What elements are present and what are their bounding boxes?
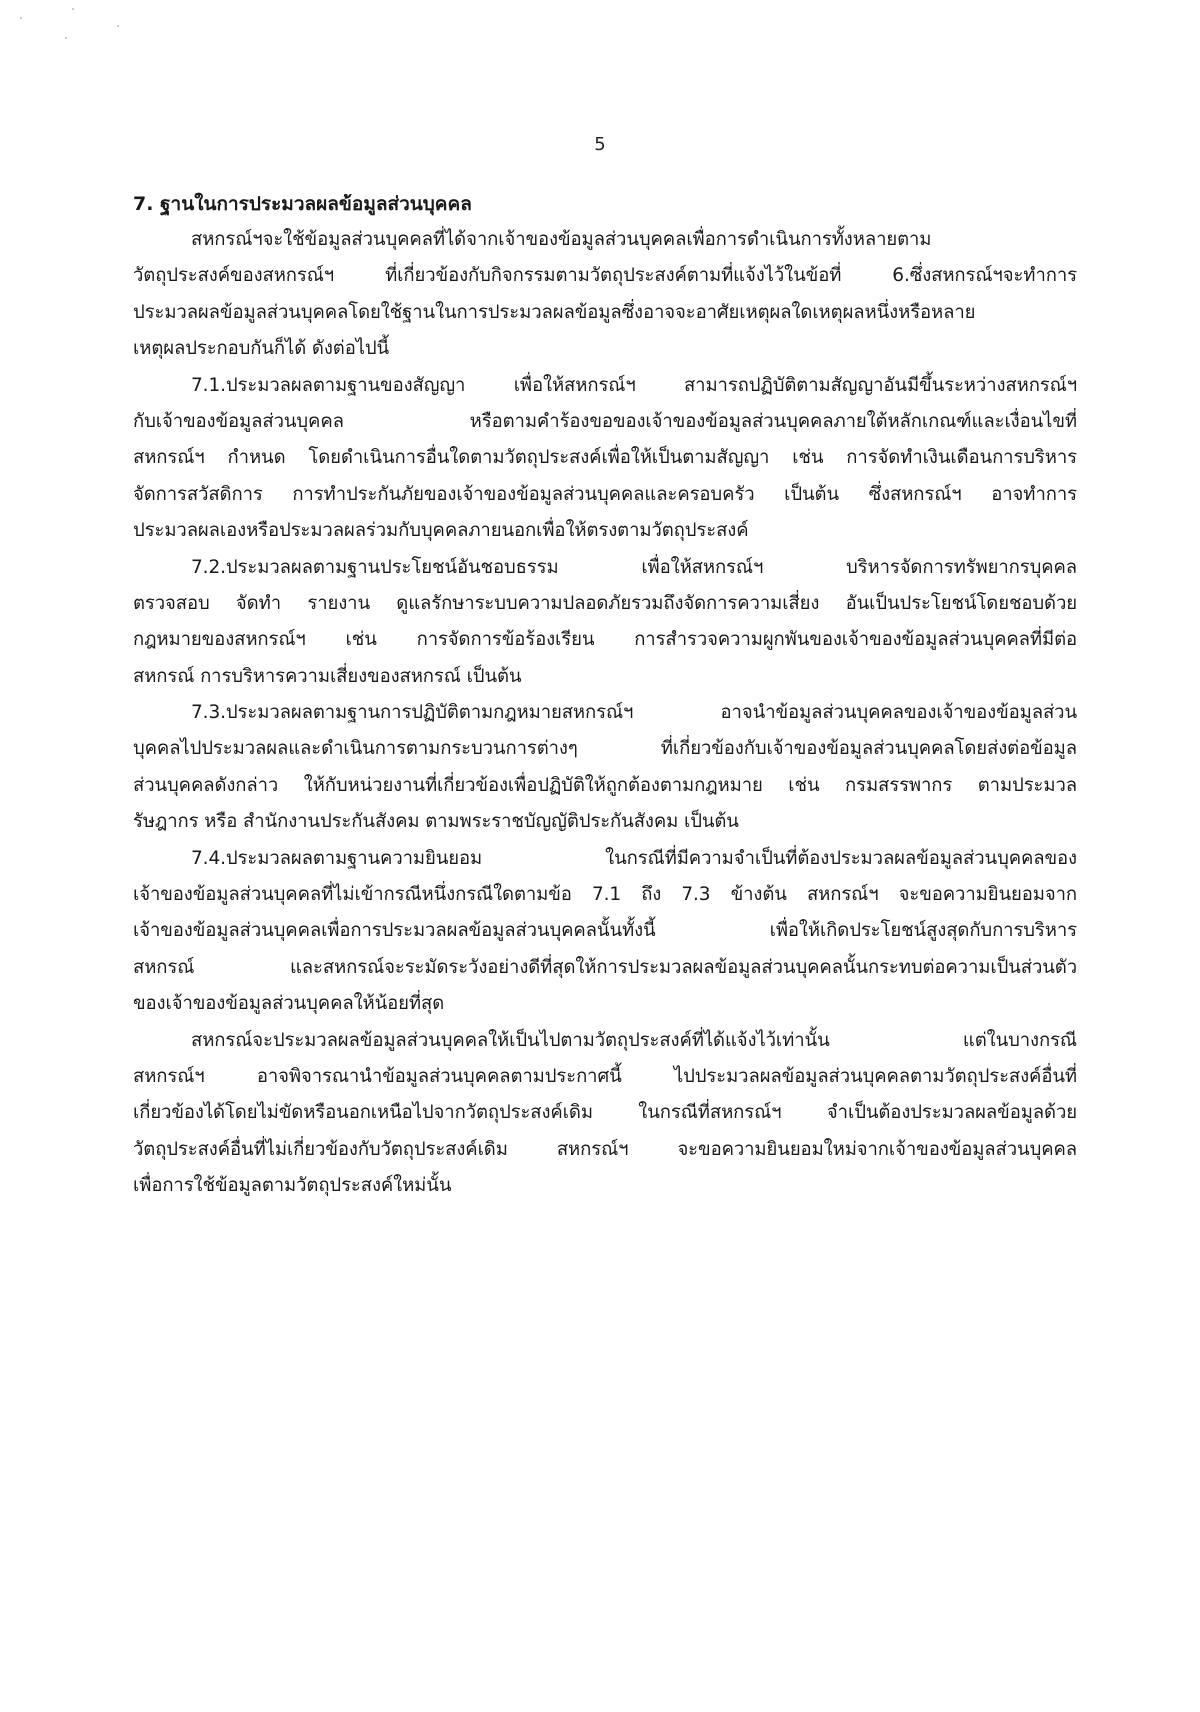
scan-speck <box>72 8 74 10</box>
text-line: สหกรณ์ฯ กำหนด โดยดำเนินการอื่นใดตามวัตถุประสงค์เพื่อให้เป็นตามสัญญา เช่น การจัดทำเงินเดือนการบริหาร <box>133 447 1077 469</box>
text-line: เหตุผลประกอบกันก็ได้ ดังต่อไปนี้ <box>133 338 390 360</box>
text-line: สหกรณ์ฯ อาจพิจารณานำข้อมูลส่วนบุคคลตามประกาศนี้ ไปประมวลผลข้อมูลส่วนบุคคลตามวัตถุประสงค์อื่นที่ <box>133 1065 1077 1087</box>
text-line: สหกรณ์จะประมวลผลข้อมูลส่วนบุคคลให้เป็นไปตามวัตถุประสงค์ที่ได้แจ้งไว้เท่านั้น แต่ในบางกรณี <box>191 1029 1077 1051</box>
text-line: วัตถุประสงค์ของสหกรณ์ฯ ที่เกี่ยวข้องกับกิจกรรมตามวัตถุประสงค์ตามที่แจ้งไว้ในข้อที่ 6.ซึ่งสหกรณ์ฯจะทำการ <box>133 265 1077 287</box>
text-line: กฎหมายของสหกรณ์ฯ เช่น การจัดการข้อร้องเรียน การสำรวจความผูกพันของเจ้าของข้อมูลส่วนบุคคลที่มีต่อ <box>133 629 1077 651</box>
text-line: บุคคลไปประมวลผลและดำเนินการตามกระบวนการต่างๆ ที่เกี่ยวข้องกับเจ้าของข้อมูลส่วนบุคคลโดยส่งต่อข้อมูล <box>133 738 1077 760</box>
text-line: เจ้าของข้อมูลส่วนบุคคลที่ไม่เข้ากรณีหนึ่งกรณีใดตามข้อ 7.1 ถึง 7.3 ข้างต้น สหกรณ์ฯ จะขอความยินยอมจาก <box>133 884 1077 906</box>
paragraph-7-3 <box>133 695 1077 841</box>
text-line: 7.4.ประมวลผลตามฐานความยินยอม ในกรณีที่มีความจำเป็นที่ต้องประมวลผลข้อมูลส่วนบุคคลของ <box>191 847 1077 869</box>
scan-speck <box>20 17 22 19</box>
paragraph-7-4 <box>133 841 1077 1023</box>
text-line: จัดการสวัสดิการ การทำประกันภัยของเจ้าของข้อมูลส่วนบุคคลและครอบครัว เป็นต้น ซึ่งสหกรณ์ฯ อาจทำการ <box>133 483 1077 505</box>
text-line: เพื่อการใช้ข้อมูลตามวัตถุประสงค์ใหม่นั้น <box>133 1175 452 1197</box>
document-body <box>133 186 1077 1205</box>
scan-speck <box>117 25 119 27</box>
text-line: กับเจ้าของข้อมูลส่วนบุคคล หรือตามคำร้องขอของเจ้าของข้อมูลส่วนบุคคลภายใต้หลักเกณฑ์และเงื่อนไขที่ <box>133 410 1077 432</box>
text-line: สหกรณ์ และสหกรณ์จะระมัดระวังอย่างดีที่สุดให้การประมวลผลข้อมูลส่วนบุคคลนั้นกระทบต่อความเป็นส่วนตัว <box>133 956 1077 978</box>
paragraph-7-1 <box>133 368 1077 550</box>
text-line: ประมวลผลเองหรือประมวลผลร่วมกับบุคคลภายนอกเพื่อให้ตรงตามวัตถุประสงค์ <box>133 520 749 542</box>
text-line: ส่วนบุคคลดังกล่าว ให้กับหน่วยงานที่เกี่ยวข้องเพื่อปฏิบัติให้ถูกต้องตามกฎหมาย เช่น กรมสรรพากร ตามประมวล <box>133 774 1077 796</box>
text-line: 7.2.ประมวลผลตามฐานประโยชน์อันชอบธรรม เพื่อให้สหกรณ์ฯ บริหารจัดการทรัพยากรบุคคล <box>191 556 1077 578</box>
paragraph-intro <box>133 222 1077 368</box>
text-line: ของเจ้าของข้อมูลส่วนบุคคลให้น้อยที่สุด <box>133 993 445 1015</box>
text-line: เจ้าของข้อมูลส่วนบุคคลเพื่อการประมวลผลข้อมูลส่วนบุคคลนั้นทั้งนี้ เพื่อให้เกิดประโยชน์สูงสุดกับการบริหาร <box>133 920 1077 942</box>
text-line: เกี่ยวข้องได้โดยไม่ขัดหรือนอกเหนือไปจากวัตถุประสงค์เดิม ในกรณีที่สหกรณ์ฯ จำเป็นต้องประมวลผลข้อมูลด้วย <box>133 1102 1077 1124</box>
text-line: ประมวลผลข้อมูลส่วนบุคคลโดยใช้ฐานในการประมวลผลข้อมูลซึ่งอาจจะอาศัยเหตุผลใดเหตุผลหนึ่งหรือหลาย <box>133 301 976 323</box>
text-line: สหกรณ์ การบริหารความเสี่ยงของสหกรณ์ เป็นต้น <box>133 665 522 687</box>
text-line: สหกรณ์ฯจะใช้ข้อมูลส่วนบุคคลที่ได้จากเจ้าของข้อมูลส่วนบุคคลเพื่อการดำเนินการทั้งหลายตาม <box>191 229 932 250</box>
paragraph-closing <box>133 1023 1077 1205</box>
text-line: รัษฎากร หรือ สำนักงานประกันสังคม ตามพระราชบัญญัติประกันสังคม เป็นต้น <box>133 811 739 833</box>
text-line: 7.3.ประมวลผลตามฐานการปฏิบัติตามกฎหมายสหกรณ์ฯ อาจนำข้อมูลส่วนบุคคลของเจ้าของข้อมูลส่วน <box>191 702 1077 724</box>
section-heading: 7. ฐานในการประมวลผลข้อมูลส่วนบุคคล <box>133 193 472 215</box>
text-line: วัตถุประสงค์อื่นที่ไม่เกี่ยวข้องกับวัตถุประสงค์เดิม สหกรณ์ฯ จะขอความยินยอมใหม่จากเจ้าของข้อมูลส่วนบุคคล <box>133 1138 1077 1160</box>
text-line: 7.1.ประมวลผลตามฐานของสัญญา เพื่อให้สหกรณ์ฯ สามารถปฏิบัติตามสัญญาอันมีขึ้นระหว่างสหกรณ์ฯ <box>191 374 1077 396</box>
paragraph-7-2 <box>133 550 1077 696</box>
scan-speck <box>65 37 67 39</box>
page-number: 5 <box>594 134 606 155</box>
text-line: ตรวจสอบ จัดทำ รายงาน ดูแลรักษาระบบความปลอดภัยรวมถึงจัดการความเสี่ยง อันเป็นประโยชน์โดยชอบด้วย <box>133 592 1077 614</box>
